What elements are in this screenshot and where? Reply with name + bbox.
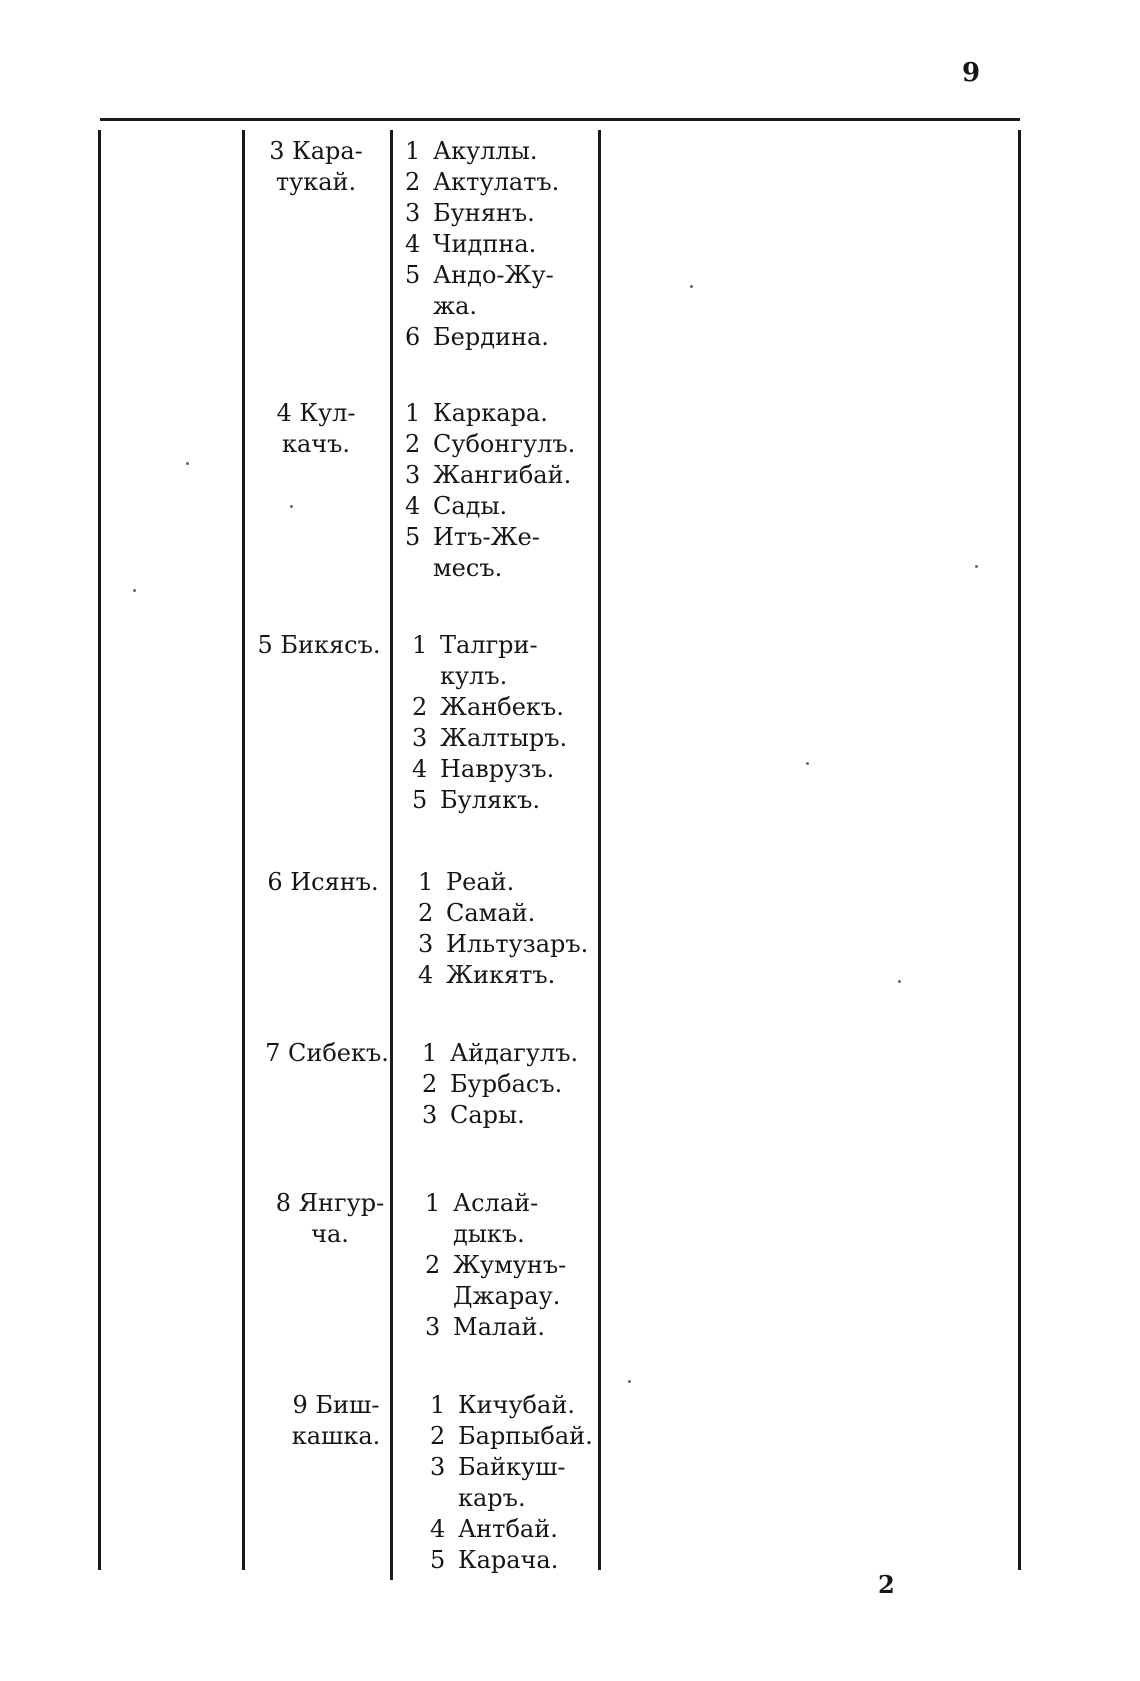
subgroup-name: Итъ-Же- месъ. [433, 523, 540, 582]
list-item [418, 929, 598, 960]
subgroup-number: 4 [430, 1515, 446, 1543]
group-name: 9 Биш- кашка. [291, 1391, 381, 1450]
list-item [405, 136, 595, 167]
subgroup-number: 3 [422, 1101, 438, 1129]
list-item [418, 867, 598, 898]
subgroup-list [425, 1188, 598, 1343]
subgroup-number: 4 [405, 492, 421, 520]
subgroup-name: Акуллы. [433, 137, 538, 165]
subgroup-number: 5 [412, 786, 428, 814]
subgroup-name: Наврузъ. [440, 755, 555, 783]
subgroup-name: Кичубай. [458, 1391, 575, 1419]
scan-speck [975, 565, 978, 568]
subgroup-number: 1 [412, 631, 428, 659]
subgroup-number: 1 [405, 399, 421, 427]
subgroup-number: 4 [405, 230, 421, 258]
subgroup-number: 2 [430, 1422, 446, 1450]
list-item [412, 785, 597, 816]
subgroup-name: Жалтыръ. [440, 724, 568, 752]
subgroup-name: Самай. [446, 899, 536, 927]
subgroup-number: 5 [405, 523, 421, 551]
list-item [430, 1545, 598, 1576]
subgroup-name: Ильтузаръ. [446, 930, 589, 958]
subgroup-number: 5 [405, 261, 421, 289]
group-name: 4 Кул- качъ. [276, 399, 356, 458]
list-item [425, 1188, 598, 1250]
list-item [418, 960, 598, 991]
subgroup-number: 1 [425, 1189, 441, 1217]
subgroup-name: Бердина. [433, 323, 549, 351]
list-item [412, 630, 597, 692]
subgroup-list [405, 398, 595, 584]
list-item [405, 322, 595, 353]
list-item [425, 1250, 598, 1312]
list-item [405, 198, 595, 229]
group-name: 3 Кара- тукай. [269, 137, 363, 196]
group-name: 5 Бикясъ. [257, 631, 381, 659]
subgroup-name: Барпыбай. [458, 1422, 593, 1450]
scan-speck [806, 762, 809, 765]
subgroup-list [422, 1038, 598, 1131]
subgroup-name: Жикятъ. [446, 961, 556, 989]
list-item [405, 398, 595, 429]
subgroup-list [430, 1390, 598, 1576]
column-rule-left [242, 130, 245, 1570]
subgroup-list [405, 136, 595, 353]
subgroup-name: Булякъ. [440, 786, 541, 814]
subgroup-number: 5 [430, 1546, 446, 1574]
subgroup-name: Реай. [446, 868, 515, 896]
scan-speck [133, 589, 136, 592]
column-rule-right [598, 130, 601, 1570]
list-item [430, 1421, 598, 1452]
list-item [405, 229, 595, 260]
subgroup-name: Жумунъ- Джарау. [453, 1251, 567, 1310]
column-rule-middle [390, 130, 393, 1580]
subgroup-name: Антбай. [458, 1515, 558, 1543]
subgroup-name: Жанбекъ. [440, 693, 564, 721]
subgroup-list [418, 867, 598, 991]
subgroup-name: Сады. [433, 492, 508, 520]
subgroup-number: 4 [412, 755, 428, 783]
subgroup-number: 4 [418, 961, 434, 989]
list-item [405, 260, 595, 322]
subgroup-list [412, 630, 597, 816]
list-item [405, 460, 595, 491]
subgroup-number: 2 [422, 1070, 438, 1098]
page-number: 9 [962, 58, 981, 88]
list-item [422, 1069, 598, 1100]
subgroup-name: Каркара. [433, 399, 548, 427]
list-item [405, 429, 595, 460]
list-item [405, 522, 595, 584]
subgroup-number: 3 [430, 1453, 446, 1481]
subgroup-name: Андо-Жу- жа. [433, 261, 554, 320]
subgroup-number: 2 [405, 168, 421, 196]
subgroup-number: 3 [405, 199, 421, 227]
list-item [412, 754, 597, 785]
list-item [412, 723, 597, 754]
subgroup-name: Бунянъ. [433, 199, 535, 227]
group-name: 6 Исянъ. [267, 868, 379, 896]
subgroup-number: 2 [418, 899, 434, 927]
subgroup-number: 1 [422, 1039, 438, 1067]
list-item [405, 167, 595, 198]
scan-speck [628, 1380, 631, 1383]
subgroup-name: Субонгулъ. [433, 430, 576, 458]
subgroup-number: 2 [425, 1251, 441, 1279]
subgroup-name: Талгри- кулъ. [440, 631, 538, 690]
list-item [425, 1312, 598, 1343]
subgroup-number: 1 [430, 1391, 446, 1419]
column-rule-outer-left [98, 130, 101, 1570]
subgroup-number: 3 [418, 930, 434, 958]
subgroup-name: Айдагулъ. [450, 1039, 579, 1067]
subgroup-number: 3 [412, 724, 428, 752]
scan-speck [898, 980, 901, 983]
group-name: 7 Сибекъ. [265, 1039, 389, 1067]
scan-speck [690, 285, 693, 288]
list-item [405, 491, 595, 522]
subgroup-name: Сары. [450, 1101, 525, 1129]
subgroup-number: 2 [412, 693, 428, 721]
list-item [430, 1514, 598, 1545]
scan-speck [290, 505, 293, 508]
list-item [412, 692, 597, 723]
list-item [430, 1390, 598, 1421]
scan-speck [186, 462, 189, 465]
list-item [430, 1452, 598, 1514]
group-name: 8 Янгур- ча. [275, 1189, 385, 1248]
subgroup-name: Карача. [458, 1546, 559, 1574]
subgroup-name: Аслай- дыкъ. [453, 1189, 539, 1248]
subgroup-name: Малай. [453, 1313, 546, 1341]
subgroup-name: Байкуш- каръ. [458, 1453, 566, 1512]
column-rule-outer-right [1018, 130, 1021, 1570]
subgroup-number: 1 [405, 137, 421, 165]
subgroup-name: Жангибай. [433, 461, 572, 489]
subgroup-name: Бурбасъ. [450, 1070, 563, 1098]
subgroup-name: Чидпна. [433, 230, 537, 258]
subgroup-number: 3 [405, 461, 421, 489]
subgroup-number: 1 [418, 868, 434, 896]
list-item [418, 898, 598, 929]
subgroup-number: 3 [425, 1313, 441, 1341]
subgroup-name: Актулатъ. [433, 168, 560, 196]
list-item [422, 1038, 598, 1069]
subgroup-number: 2 [405, 430, 421, 458]
subgroup-number: 6 [405, 323, 421, 351]
signature-mark: 2 [878, 1570, 895, 1599]
list-item [422, 1100, 598, 1131]
